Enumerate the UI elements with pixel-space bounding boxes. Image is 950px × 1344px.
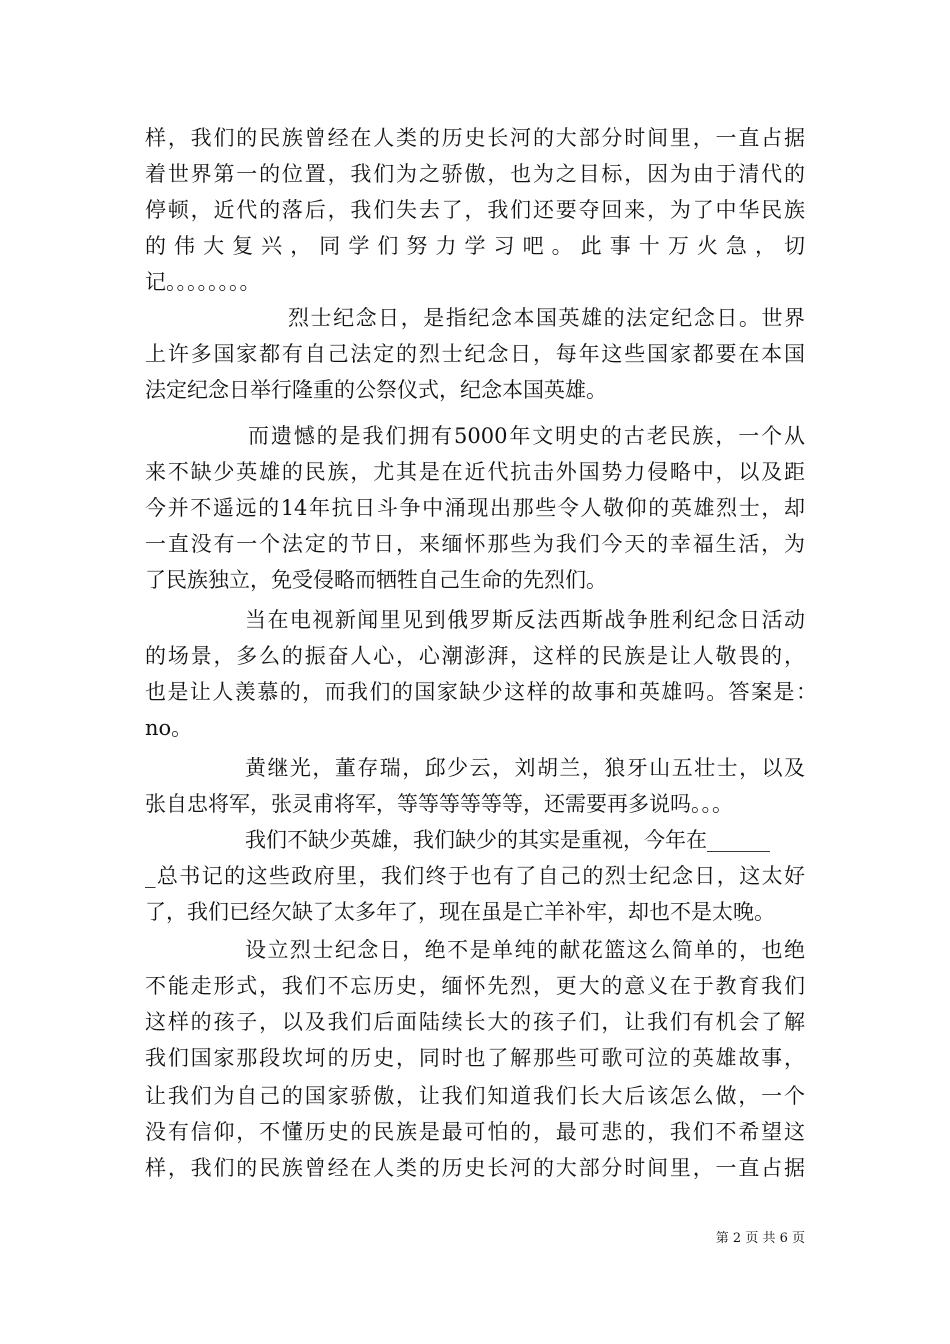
body-text-line: 的场景，多么的振奋人心，心潮澎湃，这样的民族是让人敬畏的，: [145, 644, 805, 668]
body-text-line: 没有信仰，不懂历史的民族是最可怕的，最可悲的，我们不希望这: [145, 1120, 805, 1144]
body-text-line: 记。。。。。。。。: [145, 270, 261, 294]
body-text-line: 来不缺少英雄的民族，尤其是在近代抗击外国势力侵略中，以及距: [145, 460, 805, 484]
body-text-line: 停顿，近代的落后，我们失去了，我们还要夺回来，为了中华民族: [145, 198, 805, 222]
body-text-line: 了民族独立，免受侵略而牺牲自己生命的先烈们。: [145, 568, 607, 592]
body-text-line: 样，我们的民族曾经在人类的历史长河的大部分时间里，一直占据: [145, 126, 805, 150]
paragraph-start-line: 烈士纪念日，是指纪念本国英雄的法定纪念日。世界: [288, 306, 805, 330]
body-text-line: 一直没有一个法定的节日，来缅怀那些为我们今天的幸福生活，为: [145, 532, 805, 556]
paragraph-start-line: 而遗憾的是我们拥有5000年文明史的古老民族，一个从: [248, 424, 805, 448]
body-text-line: _总书记的这些政府里，我们终于也有了自己的烈士纪念日，这太好: [145, 864, 805, 888]
body-text-line: 上许多国家都有自己法定的烈士纪念日，每年这些国家都要在本国: [145, 342, 805, 366]
body-text-line: 的 伟 大 复 兴 ， 同 学 们 努 力 学 习 吧 。 此 事 十 万 火 急 ， 切: [145, 234, 805, 258]
body-text-line: 了，我们已经欠缺了太多年了，现在虽是亡羊补牢，却也不是太晚。: [145, 900, 775, 924]
paragraph-start-line: 黄继光，董存瑞，邱少云，刘胡兰，狼牙山五壮士，以及: [245, 756, 805, 780]
body-text-line: 让我们为自己的国家骄傲，让我们知道我们长大后该怎么做，一个: [145, 1084, 805, 1108]
body-text-line: 今并不遥远的14年抗日斗争中涌现出那些令人敬仰的英雄烈士，却: [145, 496, 805, 520]
body-text-line: 张自忠将军，张灵甫将军，等等等等等等，还需要再多说吗。。。: [145, 792, 733, 816]
body-text-line: 也是让人羡慕的，而我们的国家缺少这样的故事和英雄吗。答案是：: [145, 680, 817, 704]
body-text-line: 法定纪念日举行隆重的公祭仪式，纪念本国英雄。: [145, 378, 607, 402]
body-text-line: 不能走形式，我们不忘历史，缅怀先烈，更大的意义在于教育我们: [145, 974, 805, 998]
paragraph-start-line: 我们不缺少英雄，我们缺少的其实是重视，今年在______: [245, 828, 770, 852]
paragraph-start-line: 设立烈士纪念日，绝不是单纯的献花篮这么简单的，也绝: [245, 938, 805, 962]
body-text-line: 着世界第一的位置，我们为之骄傲，也为之目标，因为由于清代的: [145, 162, 805, 186]
body-text-line: 样，我们的民族曾经在人类的历史长河的大部分时间里，一直占据: [145, 1156, 805, 1180]
body-text-line: 我们国家那段坎坷的历史，同时也了解那些可歌可泣的英雄故事，: [145, 1046, 805, 1070]
page-number: 第 2 页 共 6 页: [715, 1231, 805, 1246]
paragraph-start-line: 当在电视新闻里见到俄罗斯反法西斯战争胜利纪念日活动: [245, 608, 805, 632]
body-text-line: no。: [145, 716, 193, 740]
body-text-line: 这样的孩子，以及我们后面陆续长大的孩子们，让我们有机会了解: [145, 1010, 805, 1034]
